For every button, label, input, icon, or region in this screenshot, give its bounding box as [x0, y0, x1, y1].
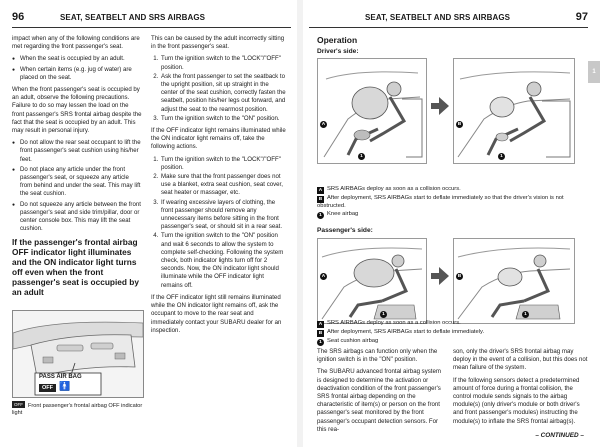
- bullet-list: [12, 55, 142, 82]
- legend-tag: B: [318, 197, 323, 202]
- driver-deploy-drawing: [318, 59, 426, 163]
- label-b: B: [457, 274, 462, 279]
- chapter-tab: 1: [588, 61, 600, 83]
- caption-text: Front passenger's frontal airbag OFF indicator light: [12, 403, 143, 416]
- paragraph: The SRS airbags can function only when the ignition switch is in the "ON" position.: [317, 348, 438, 364]
- label-1: 1: [522, 311, 529, 318]
- legend-text: After deployment, SRS AIRBAGs start to deflate immediately.: [327, 329, 485, 335]
- label-b: B: [457, 122, 462, 127]
- bullet-item: ● Do not squeeze any article between the front passenger's seat and side trim/pillar, door or center console box. This may lift the seat cushion.: [20, 201, 142, 234]
- legend-tag: A: [318, 188, 323, 193]
- bullet-item: ● When the seat is occupied by an adult.: [20, 55, 142, 63]
- driver-legend: [317, 186, 587, 220]
- legend-row: [317, 320, 587, 328]
- passenger-deflate-drawing: [454, 239, 574, 323]
- legend-row: [317, 329, 587, 337]
- legend-row: [317, 195, 587, 210]
- console-drawing: [13, 311, 143, 397]
- passenger-legend: [317, 320, 587, 347]
- step-item: 4. Turn the ignition switch to the "ON" position and wait 6 seconds to allow the system to complete self-checking. Following the system check, both indicator lights turn off for 2 seconds. Now, the ON indicator light should illuminate while the OFF indicator light remains off.: [160, 232, 287, 289]
- legend-text: After deployment, SRS AIRBAGs start to deflate immediately so that the driver's vision is not obstructed.: [317, 195, 564, 209]
- step-item: 3. Turn the ignition switch to the "ON" position.: [160, 115, 287, 123]
- passenger-side-title: Passenger's side:: [317, 227, 373, 234]
- numbered-list: [151, 156, 287, 290]
- right-page: [303, 0, 600, 447]
- paragraph: If the OFF indicator light remains illuminated while the ON indicator light remains off, take the following actions.: [151, 127, 286, 151]
- off-indicator-badge: OFF: [39, 384, 56, 392]
- driver-figure-b: [453, 58, 575, 164]
- step-item: 2. Ask the front passenger to set the seatback to the upright position, sit up straight in the center of the seat cushion, correctly fasten the seatbelt, position his/her legs out forward, and adjust the seat to the rearmost position.: [160, 73, 287, 114]
- page-header-title: SEAT, SEATBELT AND SRS AIRBAGS: [365, 13, 511, 22]
- legend-tag: 1: [317, 339, 324, 346]
- paragraph: The SUBARU advanced frontal airbag system is designed to determine the activation or deactivation condition of the front passenger's SRS frontal airbag depending on the characteristic of item(s) or person on the front passenger's seat monitored by the front passenger's occupant detection sensors. For this rea-: [317, 368, 441, 433]
- right-column-2: [453, 348, 588, 430]
- page-number: 97: [575, 11, 588, 23]
- section-heading: If the passenger's frontal airbag OFF indicator light illuminates and the ON indicator light turns off even when the front passenger's seat is occupied by an adult: [12, 237, 139, 298]
- left-column-1: [12, 35, 142, 303]
- arrow-stem: [431, 273, 439, 279]
- label-a: A: [321, 274, 326, 279]
- legend-text: Knee airbag: [327, 211, 359, 218]
- label-a: A: [321, 122, 326, 127]
- paragraph: son, only the driver's SRS frontal airbag may deploy in the event of a collision, but this does not mean failure of the system.: [453, 348, 588, 372]
- page-number: 96: [12, 11, 25, 23]
- right-page-header: [309, 12, 588, 26]
- numbered-list: [151, 55, 287, 123]
- left-page: [0, 0, 297, 447]
- legend-row: [317, 186, 587, 194]
- continued-label: – CONTINUED –: [535, 432, 584, 439]
- bullet-item: ● When certain items (e.g. jug of water) are placed on the seat.: [20, 66, 142, 82]
- arrow-right-icon: [439, 267, 449, 285]
- header-rule: [12, 27, 291, 28]
- header-rule: [309, 27, 588, 28]
- bullet-item: ● Do not place any article under the front passenger's seat, or squeeze any article from behind and under the seat. This may lift the seat cushion.: [20, 166, 142, 199]
- page-header-title: SEAT, SEATBELT AND SRS AIRBAGS: [60, 13, 206, 22]
- arrow-stem: [431, 103, 439, 109]
- arrow-right-icon: [439, 97, 449, 115]
- legend-text: Seat cushion airbag: [327, 338, 379, 344]
- overhead-console-illustration: [12, 310, 144, 398]
- paragraph: If the following sensors detect a predetermined amount of force during a frontal collision, the control module sends signals to the airbag module(s) (only driver's module or both driver's and front passenger's modules) instructing the module(s) to inflate the SRS frontal airbag(s).: [453, 376, 580, 425]
- step-item: 2. Make sure that the front passenger does not use a blanket, extra seat cushion, seat cover, seat heater or massager, etc.: [160, 173, 287, 198]
- legend-text: SRS AIRBAGs deploy as soon as a collision occurs.: [327, 320, 461, 326]
- passenger-figure-a: [317, 238, 427, 324]
- legend-tag: B: [318, 331, 323, 336]
- step-item: 1. Turn the ignition switch to the "LOCK"/"OFF" position.: [160, 55, 287, 71]
- caption-tag: OFF: [14, 402, 23, 407]
- pass-airbag-label: PASS AIR BAG: [39, 374, 82, 380]
- legend-tag: 1: [317, 212, 324, 219]
- label-1: 1: [358, 153, 365, 160]
- passenger-airbag-icon: 🚹: [59, 381, 71, 391]
- bullet-item: ● Do not allow the rear seat occupant to lift the front passenger's seat cushion using his/her feet.: [20, 139, 142, 164]
- label-1: 1: [498, 153, 505, 160]
- legend-tag: A: [318, 322, 323, 327]
- paragraph: impact when any of the following conditions are met regarding the front passenger's seat.: [12, 35, 140, 51]
- figure-caption: [12, 401, 147, 417]
- step-item: 3. If wearing excessive layers of clothing, the front passenger should remove any unnecessary items before sitting in the front passenger's seat, or should sit in a rear seat.: [160, 199, 287, 232]
- right-column-1: [317, 348, 447, 438]
- legend-row: [317, 211, 587, 219]
- left-column-2: [151, 35, 287, 339]
- paragraph: This can be caused by the adult incorrectly sitting in the front passenger's seat.: [151, 35, 285, 51]
- left-page-header: [12, 12, 291, 26]
- legend-text: SRS AIRBAGs deploy as soon as a collision occurs.: [327, 186, 461, 192]
- driver-side-title: Driver's side:: [317, 48, 359, 55]
- paragraph: When the front passenger's seat is occupied by an adult, observe the following precautions. Failure to do so may lessen the load on the front passenger's SRS frontal airbag despite the fact that the seat is occupied by an adult. This may result in personal injury.: [12, 86, 142, 135]
- passenger-figure-b: [453, 238, 575, 324]
- driver-figure-a: [317, 58, 427, 164]
- bullet-list: [12, 139, 142, 233]
- paragraph: If the OFF indicator light still remains illuminated while the ON indicator light remains off, ask the occupant to move to the rear seat and immediately contact your SUBARU dealer for an inspection.: [151, 293, 282, 334]
- legend-row: [317, 338, 587, 346]
- section-title: Operation: [317, 35, 358, 45]
- passenger-deploy-drawing: [318, 239, 426, 323]
- driver-deflate-drawing: [454, 59, 574, 163]
- step-item: 1. Turn the ignition switch to the "LOCK"/"OFF" position.: [160, 156, 287, 172]
- label-1: 1: [380, 311, 387, 318]
